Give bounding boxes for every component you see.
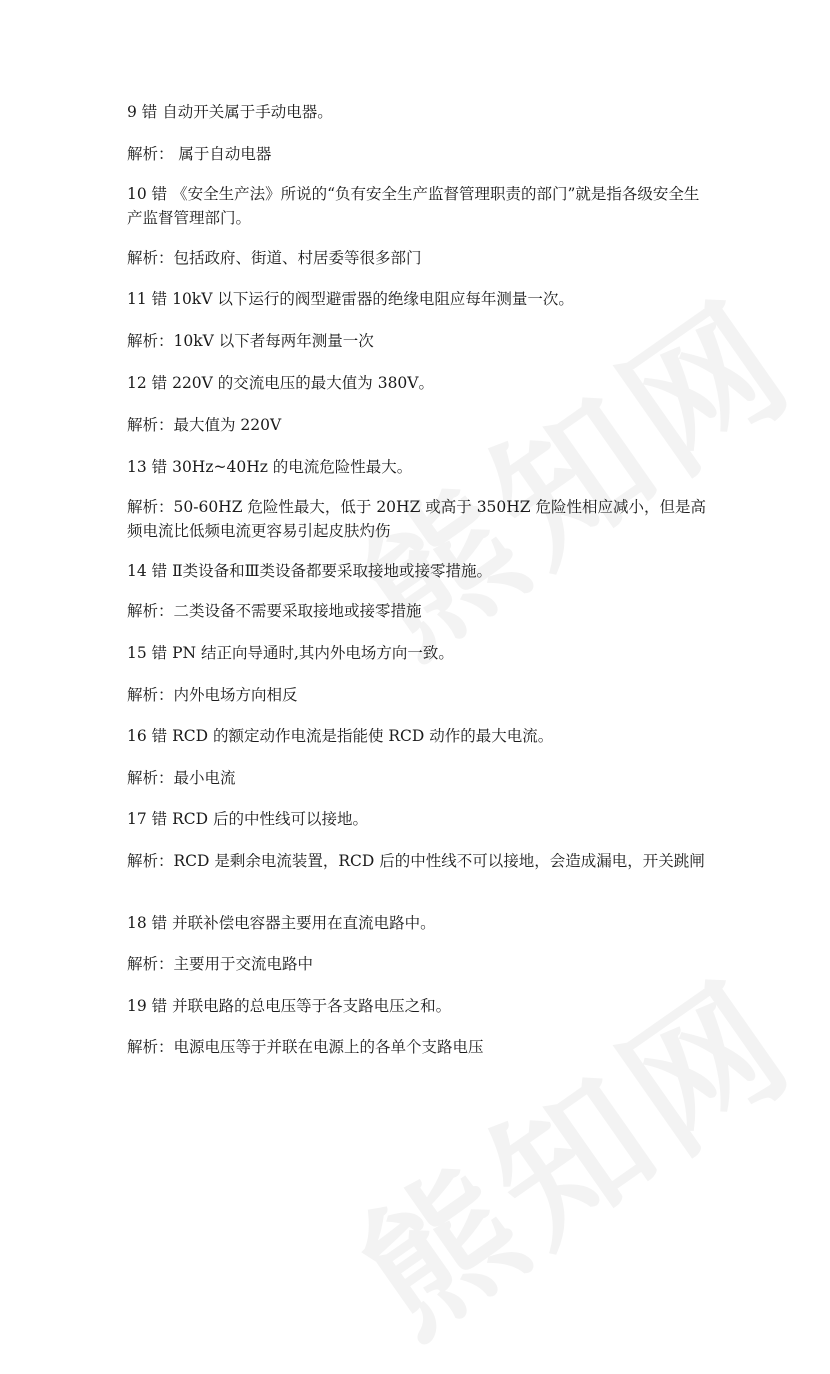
analysis-18: 解析：主要用于交流电路中 xyxy=(127,955,314,973)
question-12: 12 错 220V 的交流电压的最大值为 380V。 xyxy=(127,374,434,392)
question-14: 14 错 Ⅱ类设备和Ⅲ类设备都要采取接地或接零措施。 xyxy=(127,562,493,580)
analysis-15: 解析：内外电场方向相反 xyxy=(127,686,298,704)
question-19: 19 错 并联电路的总电压等于各支路电压之和。 xyxy=(127,997,452,1015)
analysis-11: 解析：10kV 以下者每两年测量一次 xyxy=(127,332,374,350)
question-15: 15 错 PN 结正向导通时,其内外电场方向一致。 xyxy=(127,644,454,662)
question-16: 16 错 RCD 的额定动作电流是指能使 RCD 动作的最大电流。 xyxy=(127,727,554,745)
question-13: 13 错 30Hz~40Hz 的电流危险性最大。 xyxy=(127,458,413,476)
question-11: 11 错 10kV 以下运行的阀型避雷器的绝缘电阻应每年测量一次。 xyxy=(127,290,574,308)
analysis-10: 解析：包括政府、街道、村居委等很多部门 xyxy=(127,249,422,267)
question-10: 10 错 《安全生产法》所说的“负有安全生产监督管理职责的部门”就是指各级安全生产监督管理部门。 xyxy=(127,185,700,227)
analysis-19: 解析：电源电压等于并联在电源上的各单个支路电压 xyxy=(127,1038,484,1056)
question-18: 18 错 并联补偿电容器主要用在直流电路中。 xyxy=(127,914,436,932)
question-9: 9 错 自动开关属于手动电器。 xyxy=(127,103,333,121)
analysis-12: 解析：最大值为 220V xyxy=(127,416,282,434)
watermark xyxy=(311,922,828,1374)
analysis-16: 解析：最小电流 xyxy=(127,769,236,787)
analysis-17: 解析：RCD 是剩余电流装置，RCD 后的中性线不可以接地，会造成漏电，开关跳闸 xyxy=(127,852,705,870)
analysis-14: 解析：二类设备不需要采取接地或接零措施 xyxy=(127,602,422,620)
analysis-9: 解析： 属于自动电器 xyxy=(127,145,272,163)
question-17: 17 错 RCD 后的中性线可以接地。 xyxy=(127,810,368,828)
analysis-13: 解析：50-60HZ 危险性最大，低于 20HZ 或高于 350HZ 危险性相应减小，但是高频电流比低频电流更容易引起皮肤灼伤 xyxy=(127,498,706,540)
